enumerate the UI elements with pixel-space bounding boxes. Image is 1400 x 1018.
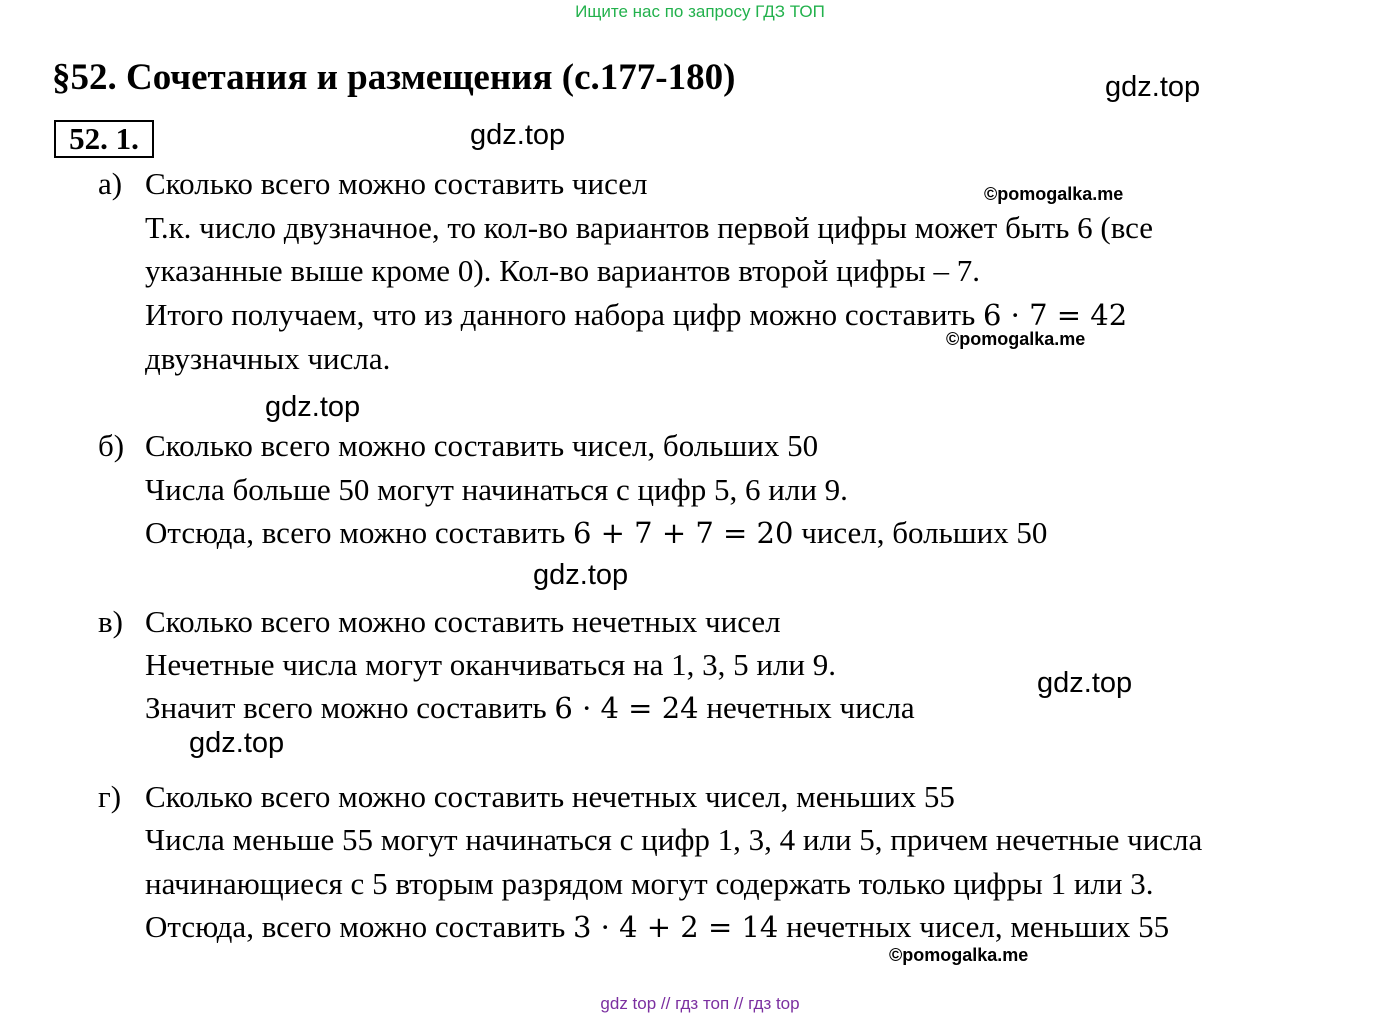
page-title: §52. Сочетания и размещения (с.177-180) (52, 57, 736, 98)
part-b-label: б) (98, 428, 125, 463)
part-d-question: Сколько всего можно составить нечетных чисел, меньших 55 (145, 779, 955, 814)
text-fragment: Итого получаем, что из данного набора цифр можно составить (145, 297, 983, 332)
part-d-line-2: Числа меньше 55 могут начинаться с цифр 1, 3, 4 или 5, причем нечетные числа (145, 822, 1203, 857)
watermark-copyright: ©pomogalka.me (946, 329, 1086, 349)
part-c-question: Сколько всего можно составить нечетных чисел (145, 604, 781, 639)
watermark-copyright: ©pomogalka.me (984, 184, 1124, 204)
watermark-copyright: ©pomogalka.me (889, 945, 1029, 965)
watermark-gdz: gdz.top (1105, 71, 1201, 103)
part-b-line-3 (145, 513, 1047, 553)
math-expression: 6 · 4 = 24 (554, 691, 699, 725)
text-fragment: нечетных числа (698, 690, 915, 725)
part-d-line-4 (145, 907, 1169, 947)
part-c-line-2: Нечетные числа могут оканчиваться на 1, 3, 5 или 9. (145, 647, 837, 682)
part-b-question: Сколько всего можно составить чисел, больших 50 (145, 428, 819, 463)
footer-links: gdz top // гдз топ // гдз top (600, 994, 800, 1013)
part-a-label: а) (98, 166, 123, 201)
part-c-line-3 (145, 688, 915, 728)
part-b-line-2: Числа больше 50 могут начинаться с цифр 5, 6 или 9. (145, 472, 848, 507)
math-expression: 6 · 7 = 42 (982, 298, 1128, 332)
watermark-gdz: gdz.top (265, 391, 361, 423)
top-banner: Ищите нас по запросу ГДЗ ТОП (575, 2, 825, 21)
text-fragment: нечетных чисел, меньших 55 (778, 909, 1170, 944)
part-d-line-3: начинающиеся с 5 вторым разрядом могут содержать только цифры 1 или 3. (145, 866, 1154, 901)
math-expression: 3 · 4 + 2 = 14 (572, 910, 779, 944)
text-fragment: Значит всего можно составить (145, 690, 555, 725)
watermark-gdz: gdz.top (1037, 667, 1133, 699)
text-fragment: Отсюда, всего можно составить (145, 515, 573, 550)
part-c-label: в) (98, 604, 123, 639)
task-number-box: 52. 1. (54, 120, 154, 158)
text-fragment: Отсюда, всего можно составить (145, 909, 573, 944)
watermark-gdz: gdz.top (533, 559, 629, 591)
part-a-line-5: двузначных числа. (145, 341, 391, 376)
watermark-gdz: gdz.top (470, 119, 566, 151)
watermark-gdz: gdz.top (189, 727, 285, 759)
part-a-question: Сколько всего можно составить чисел (145, 166, 648, 201)
text-fragment: чисел, больших 50 (793, 515, 1048, 550)
part-d-label: г) (98, 779, 122, 814)
math-expression: 6 + 7 + 7 = 20 (572, 516, 794, 550)
part-a-line-3: указанные выше кроме 0). Кол-во вариантов второй цифры – 7. (145, 253, 980, 288)
part-a-line-2: Т.к. число двузначное, то кол-во вариантов первой цифры может быть 6 (все (145, 210, 1154, 245)
